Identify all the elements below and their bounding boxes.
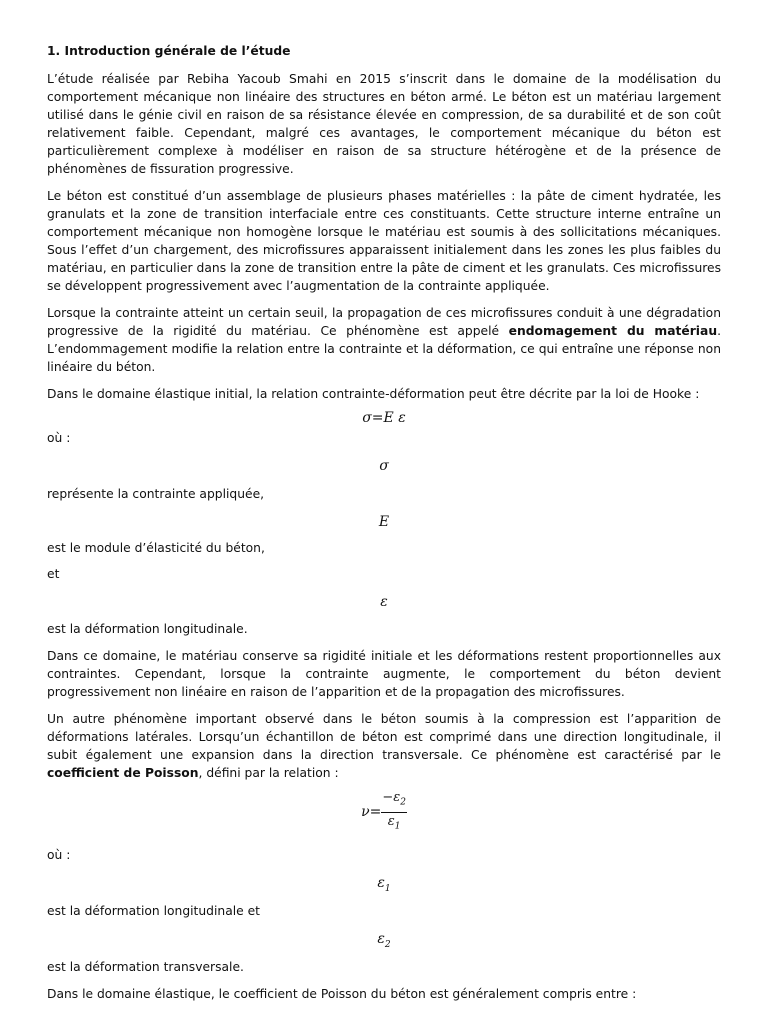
definition-epsilon-2: est la déformation transversale.	[47, 960, 244, 974]
paragraph-nonlinear: Dans ce domaine, le matériau conserve sa rigidité initiale et les déformations restent proportionnelles aux contraintes. Cependant, lorsque la contrainte augmente, le comportement du béton devient progressivement non linéaire en raison de l’apparition et de la propagation des microfissures.	[47, 649, 721, 699]
poisson-lhs: ν=	[361, 804, 382, 821]
paragraph-poisson-range: Dans le domaine élastique, le coefficient de Poisson du béton est généralement compris entre :	[47, 987, 637, 1001]
paragraph-poisson-text-a: Un autre phénomène important observé dans le béton soumis à la compression est l’apparition de déformations latérales. Lorsqu’un échantillon de béton est comprimé dans une direction longitudinale, il subit également une expansion dans la direction transversale. Ce phénomène est caractérisé par le	[47, 712, 721, 762]
term-endommagement: endomagement du matériau	[508, 324, 718, 338]
paragraph-poisson	[47, 710, 721, 782]
label-ou-1: où :	[47, 431, 71, 445]
symbol-epsilon-2: $\varepsilon_2$	[377, 931, 391, 950]
symbol-epsilon-1: $\varepsilon_1$	[377, 875, 391, 894]
document-page	[47, 42, 721, 1012]
paragraph-composition: Le béton est constitué d’un assemblage de plusieurs phases matérielles : la pâte de ciment hydratée, les granulats et la zone de transition interfaciale entre ces constituants. Cette structure interne entraîne un comportement mécanique non homogène lorsque le matériau est soumis à des sollicitations mécaniques. Sous l’effet d’un chargement, des microfissures apparaissent initialement dans les zones les plus faibles du matériau, en particulier dans la zone de transition entre la pâte de ciment et les granulats. Ces microfissures se développent progressivement avec l’augmentation de la contrainte appliquée.	[47, 189, 721, 293]
definition-sigma: représente la contrainte appliquée,	[47, 487, 265, 501]
poisson-fraction	[381, 790, 407, 834]
definition-epsilon-1: est la déformation longitudinale et	[47, 904, 261, 918]
term-coefficient-poisson: coefficient de Poisson	[47, 766, 199, 780]
paragraph-intro: L’étude réalisée par Rebiha Yacoub Smahi en 2015 s’inscrit dans le domaine de la modélisation du comportement mécanique non linéaire des structures en béton armé. Le béton est un matériau largement utilisé dans le génie civil en raison de sa résistance élevée en compression, de sa durabilité et de son coût relativement faible. Cependant, malgré ces avantages, le comportement mécanique du béton est particulièrement complexe à modéliser en raison de sa structure hétérogène et de la présence de phénomènes de fissuration progressive.	[47, 72, 721, 176]
poisson-numerator: $-\varepsilon_2$	[381, 790, 407, 813]
paragraph-damage-text-b: . L’endommagement modifie la relation entre la contrainte et la déformation, ce qui entraîne une réponse non linéaire du béton.	[47, 324, 721, 374]
symbol-sigma: σ	[379, 458, 389, 474]
definition-epsilon: est la déformation longitudinale.	[47, 622, 248, 636]
poisson-denominator: $\varepsilon_1$	[387, 813, 401, 832]
paragraph-poisson-text-b: , défini par la relation :	[198, 766, 339, 780]
symbol-epsilon: ε	[380, 594, 388, 610]
label-et: et	[47, 567, 60, 581]
equation-poisson	[47, 790, 721, 834]
equation-hooke: σ=E ε	[362, 410, 406, 426]
symbol-E: E	[378, 514, 390, 530]
paragraph-hooke-intro: Dans le domaine élastique initial, la relation contrainte-déformation peut être décrite par la loi de Hooke :	[47, 387, 700, 401]
paragraph-damage-text-a: Lorsque la contrainte atteint un certain seuil, la propagation de ces microfissures conduit à une dégradation progressive de la rigidité du matériau. Ce phénomène est appelé	[47, 306, 721, 338]
label-ou-2: où :	[47, 848, 71, 862]
paragraph-damage	[47, 304, 721, 376]
definition-E: est le module d’élasticité du béton,	[47, 541, 265, 555]
section-heading: 1. Introduction générale de l’étude	[47, 44, 291, 58]
